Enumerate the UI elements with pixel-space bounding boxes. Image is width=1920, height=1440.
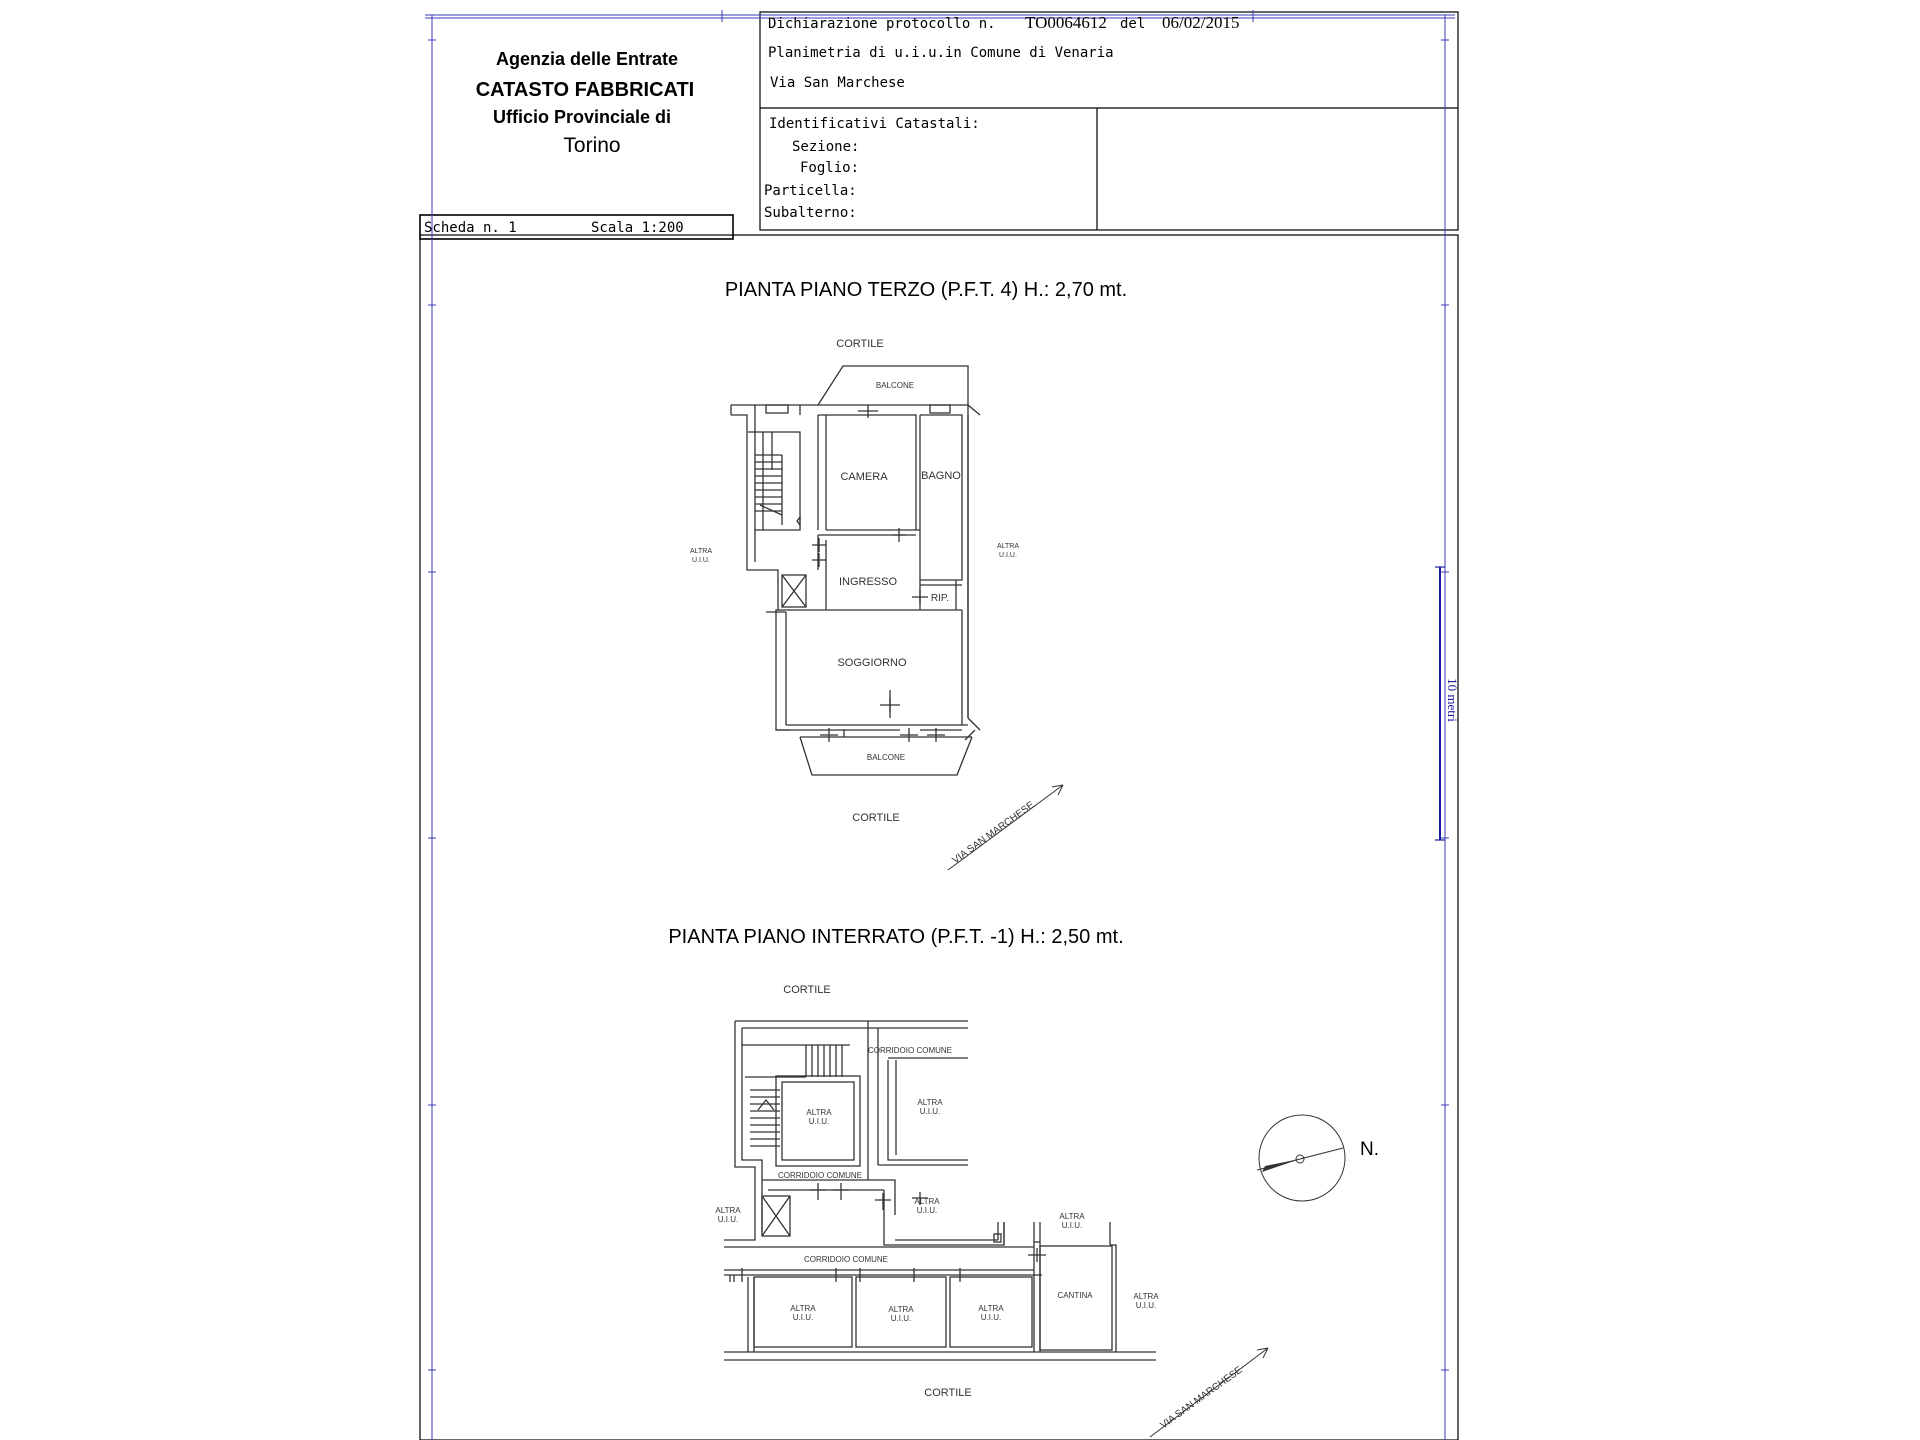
scale-bar [1435,567,1460,840]
altra-right-line2-b: U.I.U. [919,1107,941,1116]
identificativi-title: Identificativi Catastali: [769,116,980,132]
altra-outside-line1: ALTRA [1133,1292,1159,1301]
balcone-bottom-label: BALCONE [866,753,906,762]
camera-label: CAMERA [840,471,888,483]
street-label-bottom: VIA SAN MARCHESE [1158,1364,1245,1432]
north-label: N. [1360,1139,1379,1160]
altra-left-line1-b: ALTRA [715,1206,741,1215]
declaration-label: Dichiarazione protocollo n. [768,16,996,32]
plan-bottom-title: PIANTA PIANO INTERRATO (P.F.T. -1) H.: 2,50 mt. [668,926,1124,948]
altra-left-line1: ALTRA [689,548,713,555]
altra-left-line2-b: U.I.U. [717,1215,739,1224]
altra-central-line2: U.I.U. [808,1117,830,1126]
subalterno-label: Subalterno: [764,205,857,221]
altra-room3-line1: ALTRA [978,1304,1004,1313]
north-arrow [1257,1115,1379,1201]
corridoio-label-2: CORRIDOIO COMUNE [778,1171,862,1180]
plan-top-title: PIANTA PIANO TERZO (P.F.T. 4) H.: 2,70 mt. [724,279,1128,301]
particella-label: Particella: [764,183,857,199]
declaration-number: TO0064612 [1025,13,1107,32]
address-line: Via San Marchese [770,75,905,91]
plan-top-drawing [731,366,980,775]
altra-room3-line2: U.I.U. [980,1313,1002,1322]
altra-room2-line1: ALTRA [888,1305,914,1314]
scheda-label: Scheda n. 1 [424,220,517,236]
plan-line: Planimetria di u.i.u.in Comune di Venaria [768,45,1114,61]
altra-left-line2: U.I.U. [692,557,710,564]
bagno-label: BAGNO [921,470,961,482]
agency-city: Torino [563,134,621,157]
altra-central-line1: ALTRA [806,1108,832,1117]
corridoio-label-1: CORRIDOIO COMUNE [868,1046,952,1055]
street-arrow-top [948,785,1063,870]
altra-right-line2: U.I.U. [999,552,1017,559]
altra-mid-line2: U.I.U. [916,1206,938,1215]
scala-label: Scala 1:200 [591,220,684,236]
scheda-box [424,220,684,236]
altra-far-right-top-line1: ALTRA [1059,1212,1085,1221]
balcone-top-label: BALCONE [875,381,915,390]
agency-block [476,49,695,157]
rip-label: RIP. [930,593,950,604]
declaration-date: 06/02/2015 [1162,13,1240,32]
declaration-del: del [1120,16,1146,32]
declaration-block [768,13,1239,91]
cortile-bottom-label-b: CORTILE [924,1387,972,1399]
altra-far-right-top-line2: U.I.U. [1061,1221,1083,1230]
agency-office: Ufficio Provinciale di [492,107,672,127]
identificativi-block [764,116,980,221]
altra-outside-line2: U.I.U. [1135,1301,1157,1310]
altra-room1-line1: ALTRA [790,1304,816,1313]
cortile-top-label-b: CORTILE [783,984,831,996]
plan-bottom-labels [715,984,1159,1399]
plan-top-labels [690,338,1019,824]
altra-room1-line2: U.I.U. [792,1313,814,1322]
altra-mid-line1: ALTRA [914,1197,940,1206]
scale-bar-label: 10 metri [1445,678,1460,722]
foglio-label: Foglio: [800,160,860,176]
sezione-label: Sezione: [792,139,860,155]
cortile-top-label: CORTILE [836,338,884,350]
corridoio-label-3: CORRIDOIO COMUNE [804,1255,888,1264]
street-label-top: VIA SAN MARCHESE [950,799,1037,867]
plan-bottom-drawing [724,1021,1156,1360]
soggiorno-label: SOGGIORNO [837,657,907,669]
altra-right-line1: ALTRA [996,543,1020,550]
agency-catasto: CATASTO FABBRICATI [475,79,695,101]
ingresso-label: INGRESSO [838,576,898,588]
altra-right-line1-b: ALTRA [917,1098,943,1107]
altra-room2-line2: U.I.U. [890,1314,912,1323]
street-arrow-bottom [1150,1348,1268,1437]
agency-name: Agenzia delle Entrate [495,49,679,69]
cortile-bottom-label: CORTILE [852,812,900,824]
sheet-frame [420,12,1458,1440]
cantina-label: CANTINA [1057,1291,1093,1300]
